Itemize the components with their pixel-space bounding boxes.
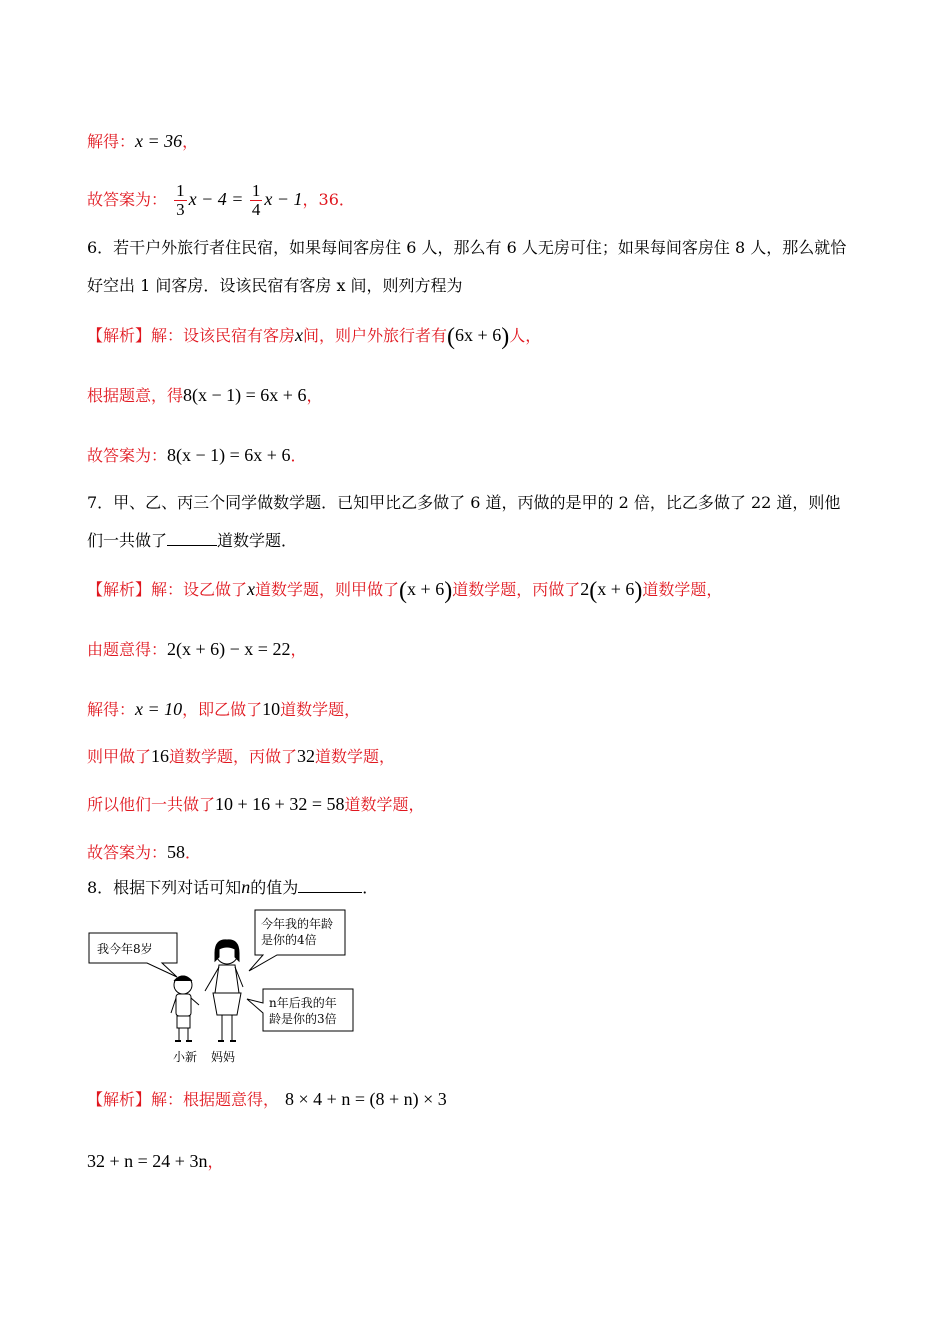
math-mid: x − 4 = (188, 189, 248, 209)
analysis-8-line-1: 【解析】解：根据题意得， 8 × 4 + n = (8 + n) × 3 (87, 1089, 447, 1109)
analysis-6-line-3: 故答案为：8(x − 1) = 6x + 6． (87, 445, 307, 465)
math-tail: x − 1 (264, 189, 303, 209)
mom-figure (205, 940, 243, 1041)
analysis-7-line-3: 解得：x = 10，即乙做了10道数学题， (87, 699, 361, 719)
caption-mom: 妈妈 (211, 1050, 236, 1064)
mom-bubble-2-text-a: n年后我的年 (269, 996, 337, 1010)
answer-value: ，36． (302, 190, 355, 209)
dialogue-illustration (87, 895, 357, 1067)
fraction-one-quarter: $\frac{1}{4}$ (251, 181, 261, 219)
caption-kid: 小新 (173, 1050, 198, 1064)
question-6-line-1: 6．若干户外旅行者住民宿，如果每间客房住 6 人，那么有 6 人无房可住；如果每间客房住 8 人，那么就恰 (87, 238, 847, 257)
analysis-tag: 【解析】 (87, 326, 152, 345)
answer-line-final-5 (87, 179, 355, 220)
math-expr: x = 36 (135, 131, 183, 151)
analysis-6-line-2: 根据题意，得8(x − 1) = 6x + 6， (87, 385, 323, 405)
kid-figure (171, 976, 199, 1041)
punct: ， (182, 132, 199, 151)
label: 解得： (87, 132, 136, 151)
analysis-7-line-2: 由题意得：2(x + 6) − x = 22， (87, 639, 307, 659)
answer-blank (167, 531, 217, 546)
analysis-8-line-2: 32 + n = 24 + 3n， (87, 1151, 224, 1171)
answer-line-solve (87, 130, 198, 153)
mom-bubble-2-text-b: 龄是你的3倍 (269, 1012, 337, 1026)
question-6-line-2: 好空出 1 间客房．设该民宿有客房 x 间，则列方程为 (87, 276, 463, 295)
analysis-tag: 【解析】 (87, 1090, 152, 1109)
fraction-one-third: $\frac{1}{3}$ (176, 181, 185, 219)
analysis-7-line-1: 【解析】解：设乙做了x道数学题，则甲做了(x + 6)道数学题，丙做了2(x + 6)道数学题， (87, 578, 723, 604)
analysis-7-line-5: 所以他们一共做了10 + 16 + 32 = 58道数学题， (87, 794, 425, 814)
question-7-line-2: 们一共做了 道数学题． (87, 531, 298, 550)
analysis-tag: 【解析】 (87, 580, 152, 599)
kid-bubble-text: 我今年8岁 (97, 942, 153, 956)
mom-bubble-1-text-b: 是你的4倍 (261, 933, 317, 947)
mom-bubble-1-text-a: 今年我的年龄 (261, 917, 334, 931)
answer-blank (298, 878, 362, 893)
label: 故答案为： (87, 190, 168, 209)
question-8-line-1: 8．根据下列对话可知n的值为 ． (87, 877, 379, 897)
question-7-line-1: 7．甲、乙、丙三个同学做数学题．已知甲比乙多做了 6 道，丙做的是甲的 2 倍，比乙多做了 22 道，则他 (87, 493, 841, 512)
analysis-6-line-1: 【解析】解：设该民宿有客房x间，则户外旅行者有(6x + 6)人， (87, 324, 542, 350)
analysis-7-line-6: 故答案为：58． (87, 842, 202, 862)
analysis-7-line-4: 则甲做了16道数学题，丙做了32道数学题， (87, 746, 396, 766)
